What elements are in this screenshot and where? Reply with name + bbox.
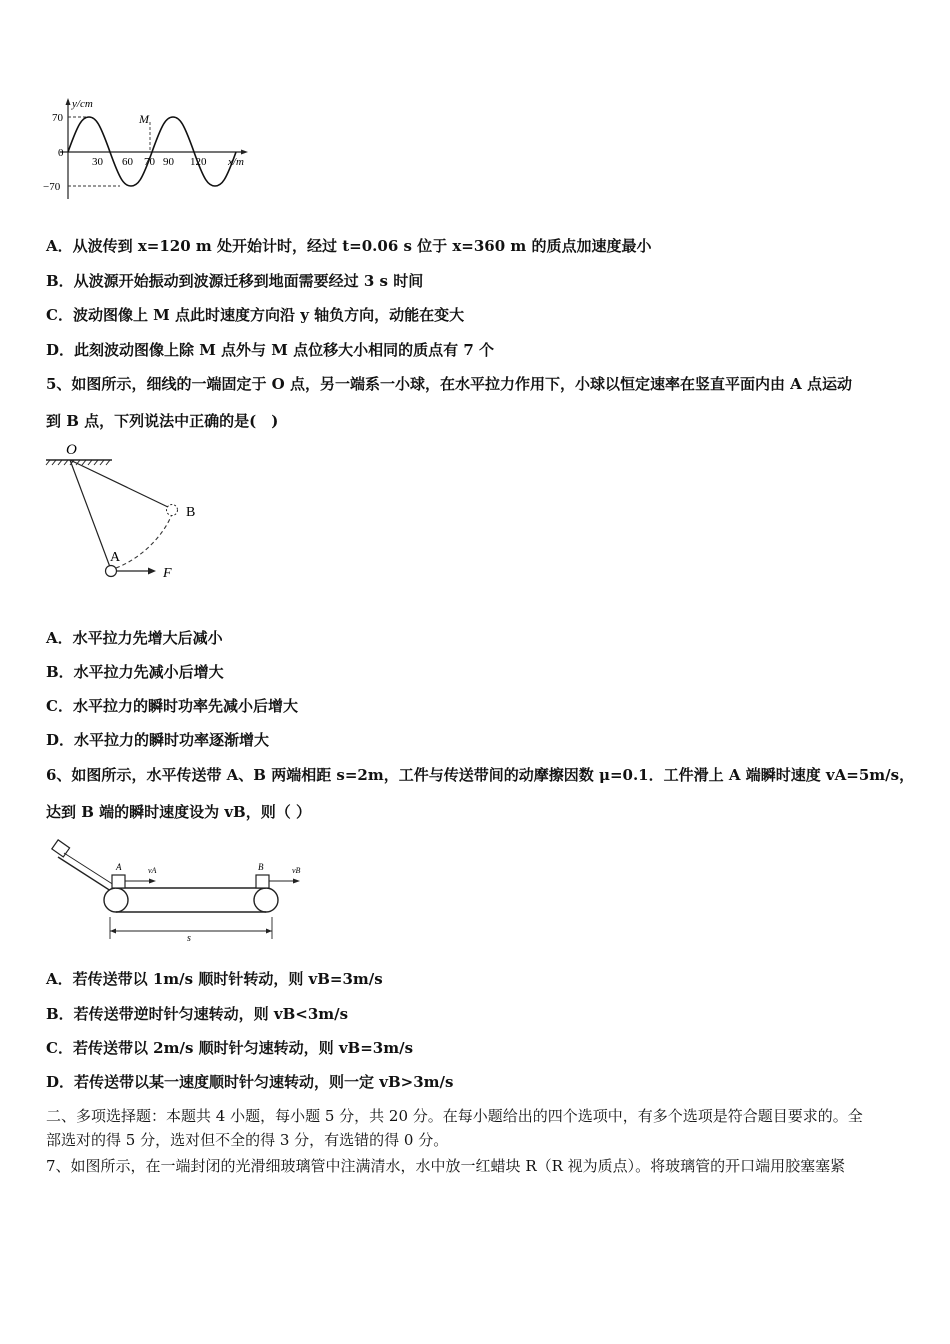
wave-point-m: M (139, 112, 149, 126)
q6-stem-line1: 6、如图所示，水平传送带 A、B 两端相距 s=2m，工件与传送带间的动摩擦因数 μ=0.1．工件滑上 A 端瞬时速度 vA=5m/s， (46, 766, 915, 784)
wave-x-tick-70: 70 (144, 156, 155, 168)
pendulum-figure (42, 440, 217, 585)
wave-x-tick-90: 90 (163, 156, 174, 168)
pendulum-label-o: O (66, 442, 77, 458)
q7-stem-line1: 7、如图所示，在一端封闭的光滑细玻璃管中注满清水，水中放一红蜡块 R（R 视为质点）。将玻璃管的开口端用胶塞塞紧 (46, 1157, 846, 1175)
conveyor-label-va: vA (148, 866, 157, 875)
q6-stem-line2: 达到 B 端的瞬时速度设为 vB，则（ ） (46, 803, 311, 821)
q5-stem-line1: 5、如图所示，细线的一端固定于 O 点，另一端系一小球，在水平拉力作用下，小球以恒定速率在竖直平面内由 A 点运动 (46, 375, 853, 393)
q4-option-d[interactable]: D．此刻波动图像上除 M 点外与 M 点位移大小相同的质点有 7 个 (46, 341, 494, 359)
q6-option-d[interactable]: D．若传送带以某一速度顺时针匀速转动，则一定 vB>3m/s (46, 1073, 454, 1091)
conveyor-label-vb: vB (292, 866, 301, 875)
q5-option-c[interactable]: C．水平拉力的瞬时功率先减小后增大 (46, 697, 298, 715)
wave-x-tick-60: 60 (122, 156, 133, 168)
q4-option-c[interactable]: C．波动图像上 M 点此时速度方向沿 y 轴负方向，动能在变大 (46, 306, 465, 324)
q6-option-a[interactable]: A．若传送带以 1m/s 顺时针转动，则 vB=3m/s (46, 970, 383, 988)
wave-y-tick-0: 0 (58, 147, 64, 159)
pendulum-label-b: B (186, 505, 196, 520)
q6-option-b[interactable]: B．若传送带逆时针匀速转动，则 vB<3m/s (46, 1005, 349, 1023)
section2-heading-line2: 部选对的得 5 分，选对但不全的得 3 分，有选错的得 0 分。 (46, 1131, 449, 1149)
q5-option-b[interactable]: B．水平拉力先减小后增大 (46, 663, 224, 681)
wave-x-tick-30: 30 (92, 156, 103, 168)
wave-y-tick-neg70: −70 (43, 181, 61, 193)
q5-stem-line2: 到 B 点，下列说法中正确的是( ) (46, 412, 279, 430)
q5-option-d[interactable]: D．水平拉力的瞬时功率逐渐增大 (46, 731, 270, 749)
conveyor-figure (44, 835, 314, 947)
wave-figure (40, 95, 255, 205)
pendulum-label-a: A (110, 550, 121, 565)
q6-option-c[interactable]: C．若传送带以 2m/s 顺时针匀速转动，则 vB=3m/s (46, 1039, 414, 1057)
pendulum-label-f: F (163, 566, 172, 581)
conveyor-label-a: A (116, 862, 122, 872)
q5-option-a[interactable]: A．水平拉力先增大后减小 (46, 629, 223, 647)
wave-y-tick-70: 70 (52, 112, 63, 124)
wave-x-tick-120: 120 (190, 156, 207, 168)
wave-y-axis-label: y/cm (72, 98, 93, 110)
conveyor-label-s: s (187, 933, 191, 944)
section2-heading-line1: 二、多项选择题：本题共 4 小题，每小题 5 分，共 20 分。在每小题给出的四个选项中，有多个选项是符合题目要求的。全 (46, 1107, 863, 1125)
q4-option-a[interactable]: A．从波传到 x=120 m 处开始计时，经过 t=0.06 s 位于 x=360 m 的质点加速度最小 (46, 237, 652, 255)
conveyor-label-b: B (258, 862, 264, 872)
q4-option-b[interactable]: B．从波源开始振动到波源迁移到地面需要经过 3 s 时间 (46, 272, 424, 290)
wave-x-axis-label: x/m (228, 156, 244, 168)
